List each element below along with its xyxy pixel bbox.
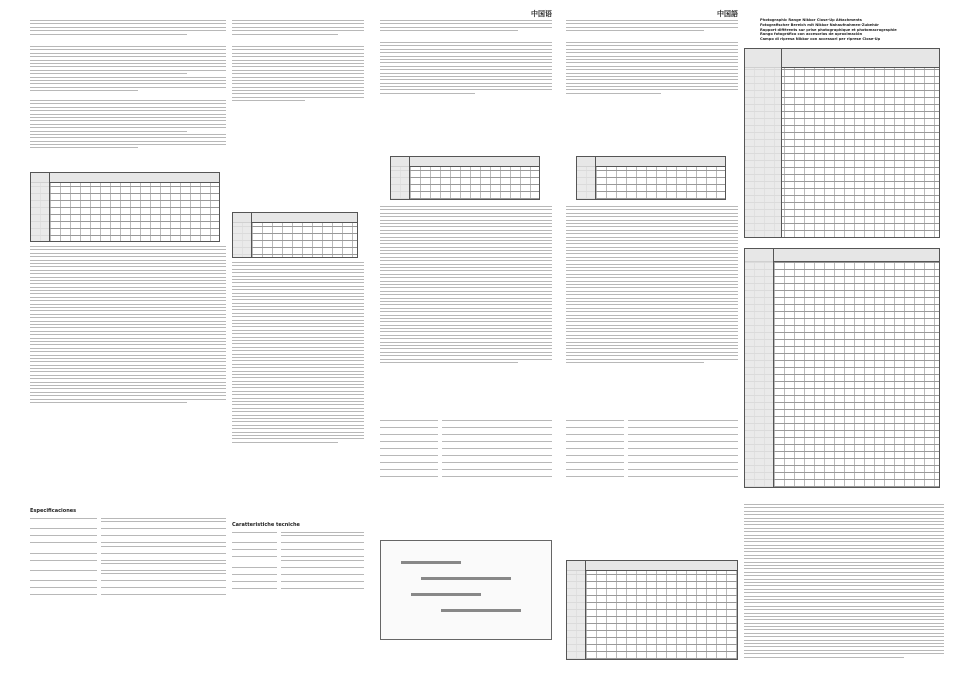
notes-paragraph <box>30 100 226 151</box>
depth-of-field-diagram <box>380 540 552 640</box>
column-chinese-traditional <box>566 0 738 675</box>
column-spanish <box>30 0 226 675</box>
product-title-block: Photographic Range Nikkor Close-Up Attachments Fotografischer Bereich mit Nikkor Nahaufnahmen-Zubehör Rapport différents sur prise photographique et photomacrographie Rango fotográfico con accesorios de aproximación Campo di ripresa Nikkor con accessori per riprese Close-Up <box>760 18 897 42</box>
intro-paragraph <box>380 20 552 34</box>
spec-table-es <box>30 518 226 601</box>
table-notes <box>566 206 738 365</box>
depth-of-field-table <box>566 560 738 660</box>
camera-compatibility-table <box>30 172 220 242</box>
bullet-list <box>232 46 364 104</box>
spec-table-zh-t <box>566 420 738 483</box>
bullet-list <box>30 46 226 93</box>
close-up-attachment-range-table <box>744 48 940 238</box>
section-title-caratteristiche-tecniche: Caratteristiche tecniche <box>232 522 300 528</box>
camera-compatibility-table <box>576 156 726 200</box>
column-close-up-attachments <box>744 0 944 675</box>
feature-list <box>566 42 738 96</box>
table-notes <box>380 206 552 365</box>
camera-compatibility-table <box>390 156 540 200</box>
camera-compatibility-table <box>232 212 358 258</box>
table-footnotes <box>744 504 944 660</box>
spec-table-zh-s <box>380 420 552 483</box>
column-italian <box>232 0 364 675</box>
language-tab-chinese-simplified: 中国语 <box>531 10 552 18</box>
spec-table-it <box>232 532 364 595</box>
section-title-especificaciones: Especificaciones <box>30 508 77 514</box>
intro-paragraph <box>566 20 738 34</box>
table-notes <box>232 262 364 445</box>
shooting-range-table <box>744 248 940 488</box>
intro-paragraph <box>30 20 226 37</box>
table-notes <box>30 246 226 405</box>
language-tab-chinese-traditional: 中国語 <box>717 10 738 18</box>
column-chinese-simplified <box>380 0 552 675</box>
feature-list <box>380 42 552 96</box>
intro-paragraph <box>232 20 364 37</box>
